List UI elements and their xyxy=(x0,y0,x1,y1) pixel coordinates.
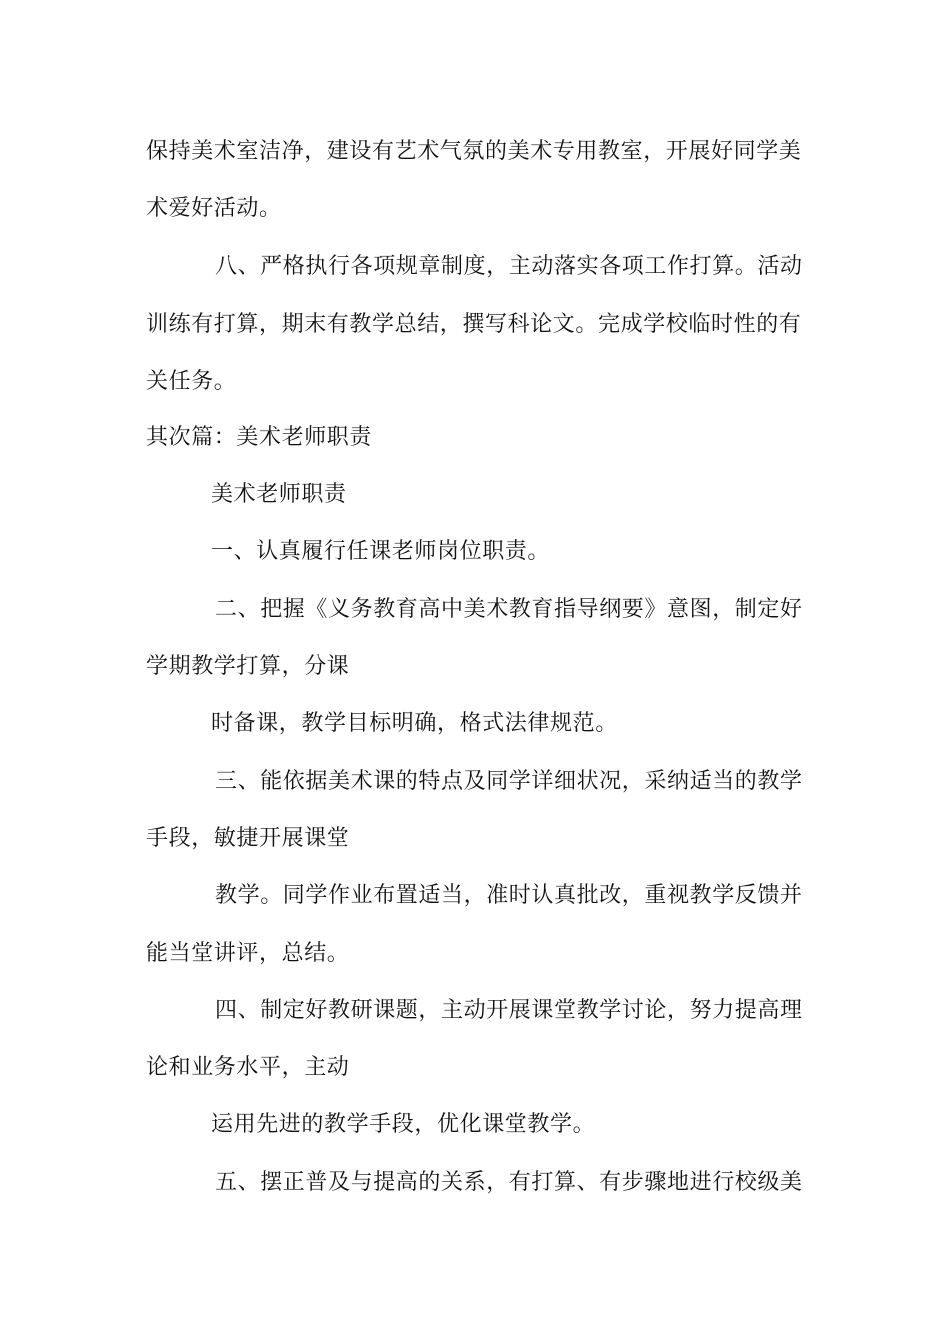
text-line: 教学。同学作业布置适当，准时认真批改，重视教学反馈并 xyxy=(215,883,803,908)
text-line: 四、制定好教研课题，主动开展课堂教学讨论，努力提高理 xyxy=(215,998,803,1023)
text-line: 二、把握《义务教育高中美术教育指导纲要》意图，制定好 xyxy=(215,597,803,622)
text-line: 时备课，教学目标明确，格式法律规范。 xyxy=(211,711,618,736)
text-line: 训练有打算，期末有教学总结，撰写科论文。完成学校临时性的有 xyxy=(146,312,802,337)
text-line: 八、严格执行各项规章制度，主动落实各项工作打算。活动 xyxy=(215,254,803,279)
text-line: 一、认真履行任课老师岗位职责。 xyxy=(211,539,551,564)
section-heading: 其次篇：美术老师职责 xyxy=(146,425,373,450)
section-title: 美术老师职责 xyxy=(211,482,347,507)
text-line: 运用先进的教学手段，优化课堂教学。 xyxy=(211,1112,596,1137)
text-line: 五、摆正普及与提高的关系，有打算、有步骤地进行校级美 xyxy=(215,1170,803,1195)
text-line: 手段，敏捷开展课堂 xyxy=(146,826,350,851)
text-line: 能当堂讲评，总结。 xyxy=(146,941,350,966)
text-line: 术爱好活动。 xyxy=(146,196,282,221)
text-line: 保持美术室洁净，建设有艺术气氛的美术专用教室，开展好同学美 xyxy=(146,139,802,164)
text-line: 论和业务水平，主动 xyxy=(146,1055,350,1080)
text-line: 学期教学打算，分课 xyxy=(146,654,350,679)
text-line: 关任务。 xyxy=(146,369,237,394)
text-line: 三、能依据美术课的特点及同学详细状况，采纳适当的教学 xyxy=(215,769,803,794)
